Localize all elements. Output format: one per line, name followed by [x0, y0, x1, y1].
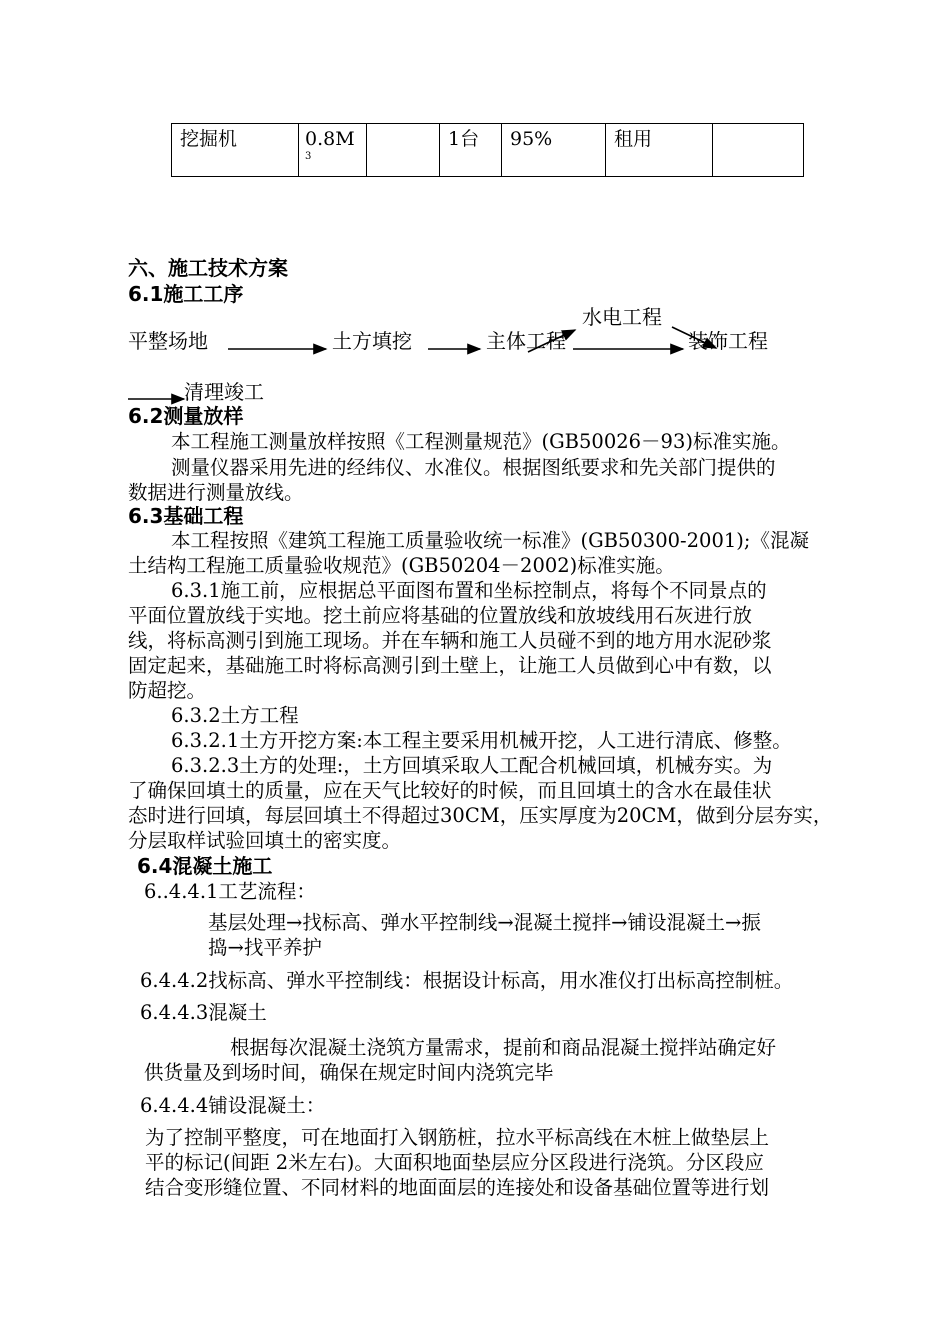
paragraph: 供货量及到场时间，确保在规定时间内浇筑完毕: [144, 1061, 554, 1084]
paragraph: 分层取样试验回填土的密实度。: [128, 829, 402, 852]
paragraph: 了确保回填土的质量，应在天气比较好的时候，而且回填土的含水在最佳状: [128, 779, 772, 802]
paragraph: 结合变形缝位置、不同材料的地面面层的连接处和设备基础位置等进行划: [145, 1176, 770, 1199]
paragraph: 捣→找平养护: [208, 936, 322, 959]
subsection-title-6-3: 6.3基础工程: [128, 504, 244, 528]
paragraph: 6.3.2.3土方的处理:，土方回填采取人工配合机械回填，机械夯实。为: [171, 754, 773, 777]
paragraph: 基层处理→找标高、弹水平控制线→混凝土搅拌→铺设混凝土→振: [208, 911, 761, 934]
paragraph: 6.3.2.1土方开挖方案:本工程主要采用机械开挖，人工进行清底、修整。: [171, 729, 792, 752]
paragraph: 数据进行测量放线。: [128, 481, 304, 504]
spec-superscript: 3: [305, 151, 312, 162]
paragraph: 平面位置放线于实地。挖土前应将基础的位置放线和放坡线用石灰进行放: [128, 604, 753, 627]
subsection-title-6-4: 6.4混凝土施工: [137, 854, 273, 878]
subsection-title-6-2: 6.2测量放样: [128, 404, 244, 428]
paragraph: 土结构工程施工质量验收规范》(GB50204－2002)标准实施。: [128, 554, 675, 577]
paragraph: 6.3.2土方工程: [171, 704, 299, 727]
paragraph: 本工程施工测量放样按照《工程测量规范》(GB50026－93)标准实施。: [171, 430, 791, 453]
spec-value: 0.8M: [305, 128, 355, 150]
flow-step-decoration: 装饰工程: [688, 329, 768, 353]
paragraph: 态时进行回填，每层回填土不得超过30CM，压实厚度为20CM，做到分层夯实，: [128, 804, 833, 827]
paragraph: 防超挖。: [128, 679, 207, 702]
paragraph: 6.3.1施工前，应根据总平面图布置和坐标控制点，将每个不同景点的: [171, 579, 767, 602]
flow-step-completion: 清理竣工: [184, 380, 264, 404]
item-heading: 6.4.4.4铺设混凝土：: [140, 1094, 326, 1117]
flow-step-site-leveling: 平整场地: [128, 329, 208, 353]
flow-arrow-3: [528, 330, 575, 352]
paragraph: 根据每次混凝土浇筑方量需求，提前和商品混凝土搅拌站确定好: [230, 1036, 777, 1059]
paragraph: 为了控制平整度，可在地面打入钢筋桩，拉水平标高线在木桩上做垫层上: [145, 1126, 770, 1149]
paragraph: 平的标记(间距 2米左右)。大面积地面垫层应分区段进行浇筑。分区段应: [145, 1151, 764, 1174]
paragraph: 线，将标高测引到施工现场。并在车辆和施工人员碰不到的地方用水泥砂浆: [128, 629, 772, 652]
section-title: 六、施工技术方案: [128, 256, 288, 280]
table-cell-rate: 95%: [502, 124, 606, 177]
paragraph: 本工程按照《建筑工程施工质量验收统一标准》(GB50300-2001);《混凝: [171, 529, 809, 552]
table-cell-source: 租用: [606, 124, 713, 177]
flow-step-earthwork: 土方填挖: [332, 329, 412, 353]
subsection-title-6-1: 6.1施工工序: [128, 282, 244, 306]
item-heading: 6.4.4.3混凝土: [140, 1001, 267, 1024]
flow-step-main-structure: 主体工程: [486, 329, 566, 353]
item-heading: 6..4.4.1工艺流程：: [144, 880, 316, 903]
table-cell-quantity: 1台: [440, 124, 502, 177]
flow-arrows: [0, 0, 950, 420]
item-heading: 6.4.4.2找标高、弹水平控制线：根据设计标高，用水准仪打出标高控制桩。: [140, 969, 794, 992]
paragraph: 测量仪器采用先进的经纬仪、水准仪。根据图纸要求和先关部门提供的: [171, 456, 776, 479]
flow-step-utilities: 水电工程: [582, 305, 662, 329]
flow-arrow-5: [672, 327, 716, 348]
paragraph: 固定起来，基础施工时将标高测引到土壁上，让施工人员做到心中有数，以: [128, 654, 772, 677]
table-cell-name: 挖掘机: [172, 124, 299, 177]
